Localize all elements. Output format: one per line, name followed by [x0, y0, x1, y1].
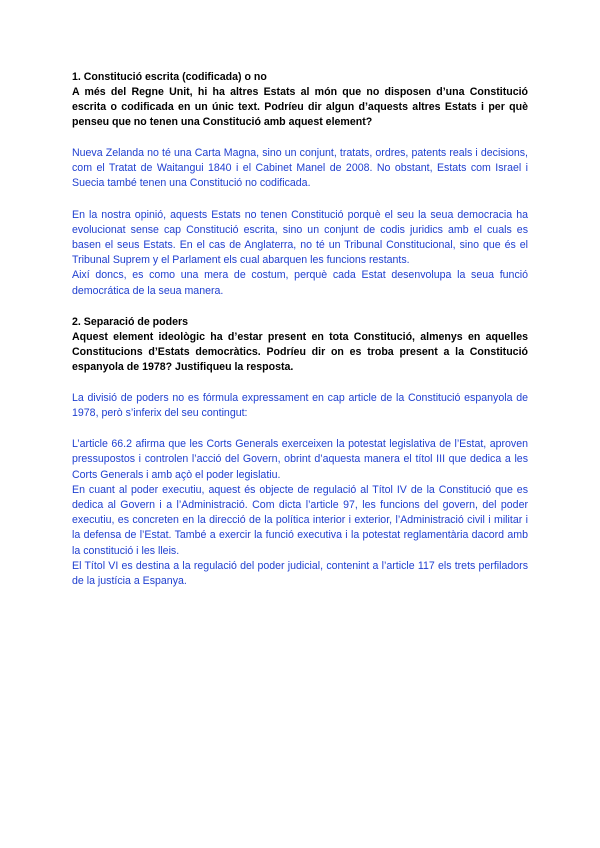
spacer	[72, 299, 528, 315]
section-2-answer-paragraph-4: El Títol VI es destina a la regulació del poder judicial, contenint a l’article 117 els trets perfiladors de la justícia a Espanya.	[72, 559, 528, 588]
section-2-heading: 2. Separació de poders	[72, 315, 188, 328]
section-2-answer-paragraph-1: La divisió de poders no es fórmula expressament en cap article de la Constitució espanyola de 1978, però s’inferix del seu contingut:	[72, 391, 528, 420]
section-2-answer-paragraph-3: En cuant al poder executiu, aquest és objecte de regulació al Títol IV de la Constitució que es dedica al Govern i a l’Administració. Com dicta l’article 97, les funcions del govern, del poder executiu, es concreten en la direcció de la política interior i exterior, l’Administració civil i militar i la defensa de l’Estat. També a exercir la funció executiva i la potestat reglamentària dacord amb la constitució i les lleis.	[72, 483, 528, 557]
spacer	[72, 130, 528, 146]
section-1-answer-paragraph-1: Nueva Zelanda no té una Carta Magna, sino un conjunt, tratats, ordres, patents reals i decisions, com el Tratat de Waitangui 1840 i el Cabinet Manel de 2008. No obstant, Estats com Israel i Suecia també tenen una Constitució no codificada.	[72, 147, 528, 190]
spacer	[72, 192, 528, 208]
spacer	[72, 421, 528, 437]
section-1-heading: 1. Constitució escrita (codificada) o no	[72, 71, 267, 83]
spacer	[72, 375, 528, 391]
section-1-answer-paragraph-3: Així doncs, es como una mera de costum, perquè cada Estat desenvolupa la seua funció democrática de la seua manera.	[72, 269, 528, 297]
section-1-answer-paragraph-2: En la nostra opinió, aquests Estats no tenen Constitució porquè el seu la seua democracia ha evolucionat sense cap Constitució escrita, sino un conjunt de codis juridics amb el cuals es basen el seus Estats. En el cas de Anglaterra, no té un Tribunal Constitucional, sino que és el Tribunal Suprem y el Parlament els cual abarquen les funcions restants.	[72, 208, 528, 267]
section-1-question: A més del Regne Unit, hi ha altres Estats al món que no disposen d’una Constitució escrita o codificada en un únic text. Podríeu dir algun d’aquests altres Estats i per què penseu que no tenen una Constitució amb aquest element?	[72, 86, 528, 128]
section-2-question: Aquest element ideològic ha d’estar present en tota Constitució, almenys en aquelles Constitucions d’Estats democràtics. Podríeu dir on es troba present a la Constitució espanyola de 1978? Justifiqueu la resposta.	[72, 330, 528, 373]
document-page	[72, 70, 528, 589]
section-2-answer-paragraph-2: L’article 66.2 afirma que les Corts Generals exerceixen la potestat legislativa de l’Estat, aproven pressupostos i controlen l’acció del Govern, obrint d’aquesta manera el títol III que dedica a les Corts Generals i amb açò el poder legislatiu.	[72, 438, 528, 481]
